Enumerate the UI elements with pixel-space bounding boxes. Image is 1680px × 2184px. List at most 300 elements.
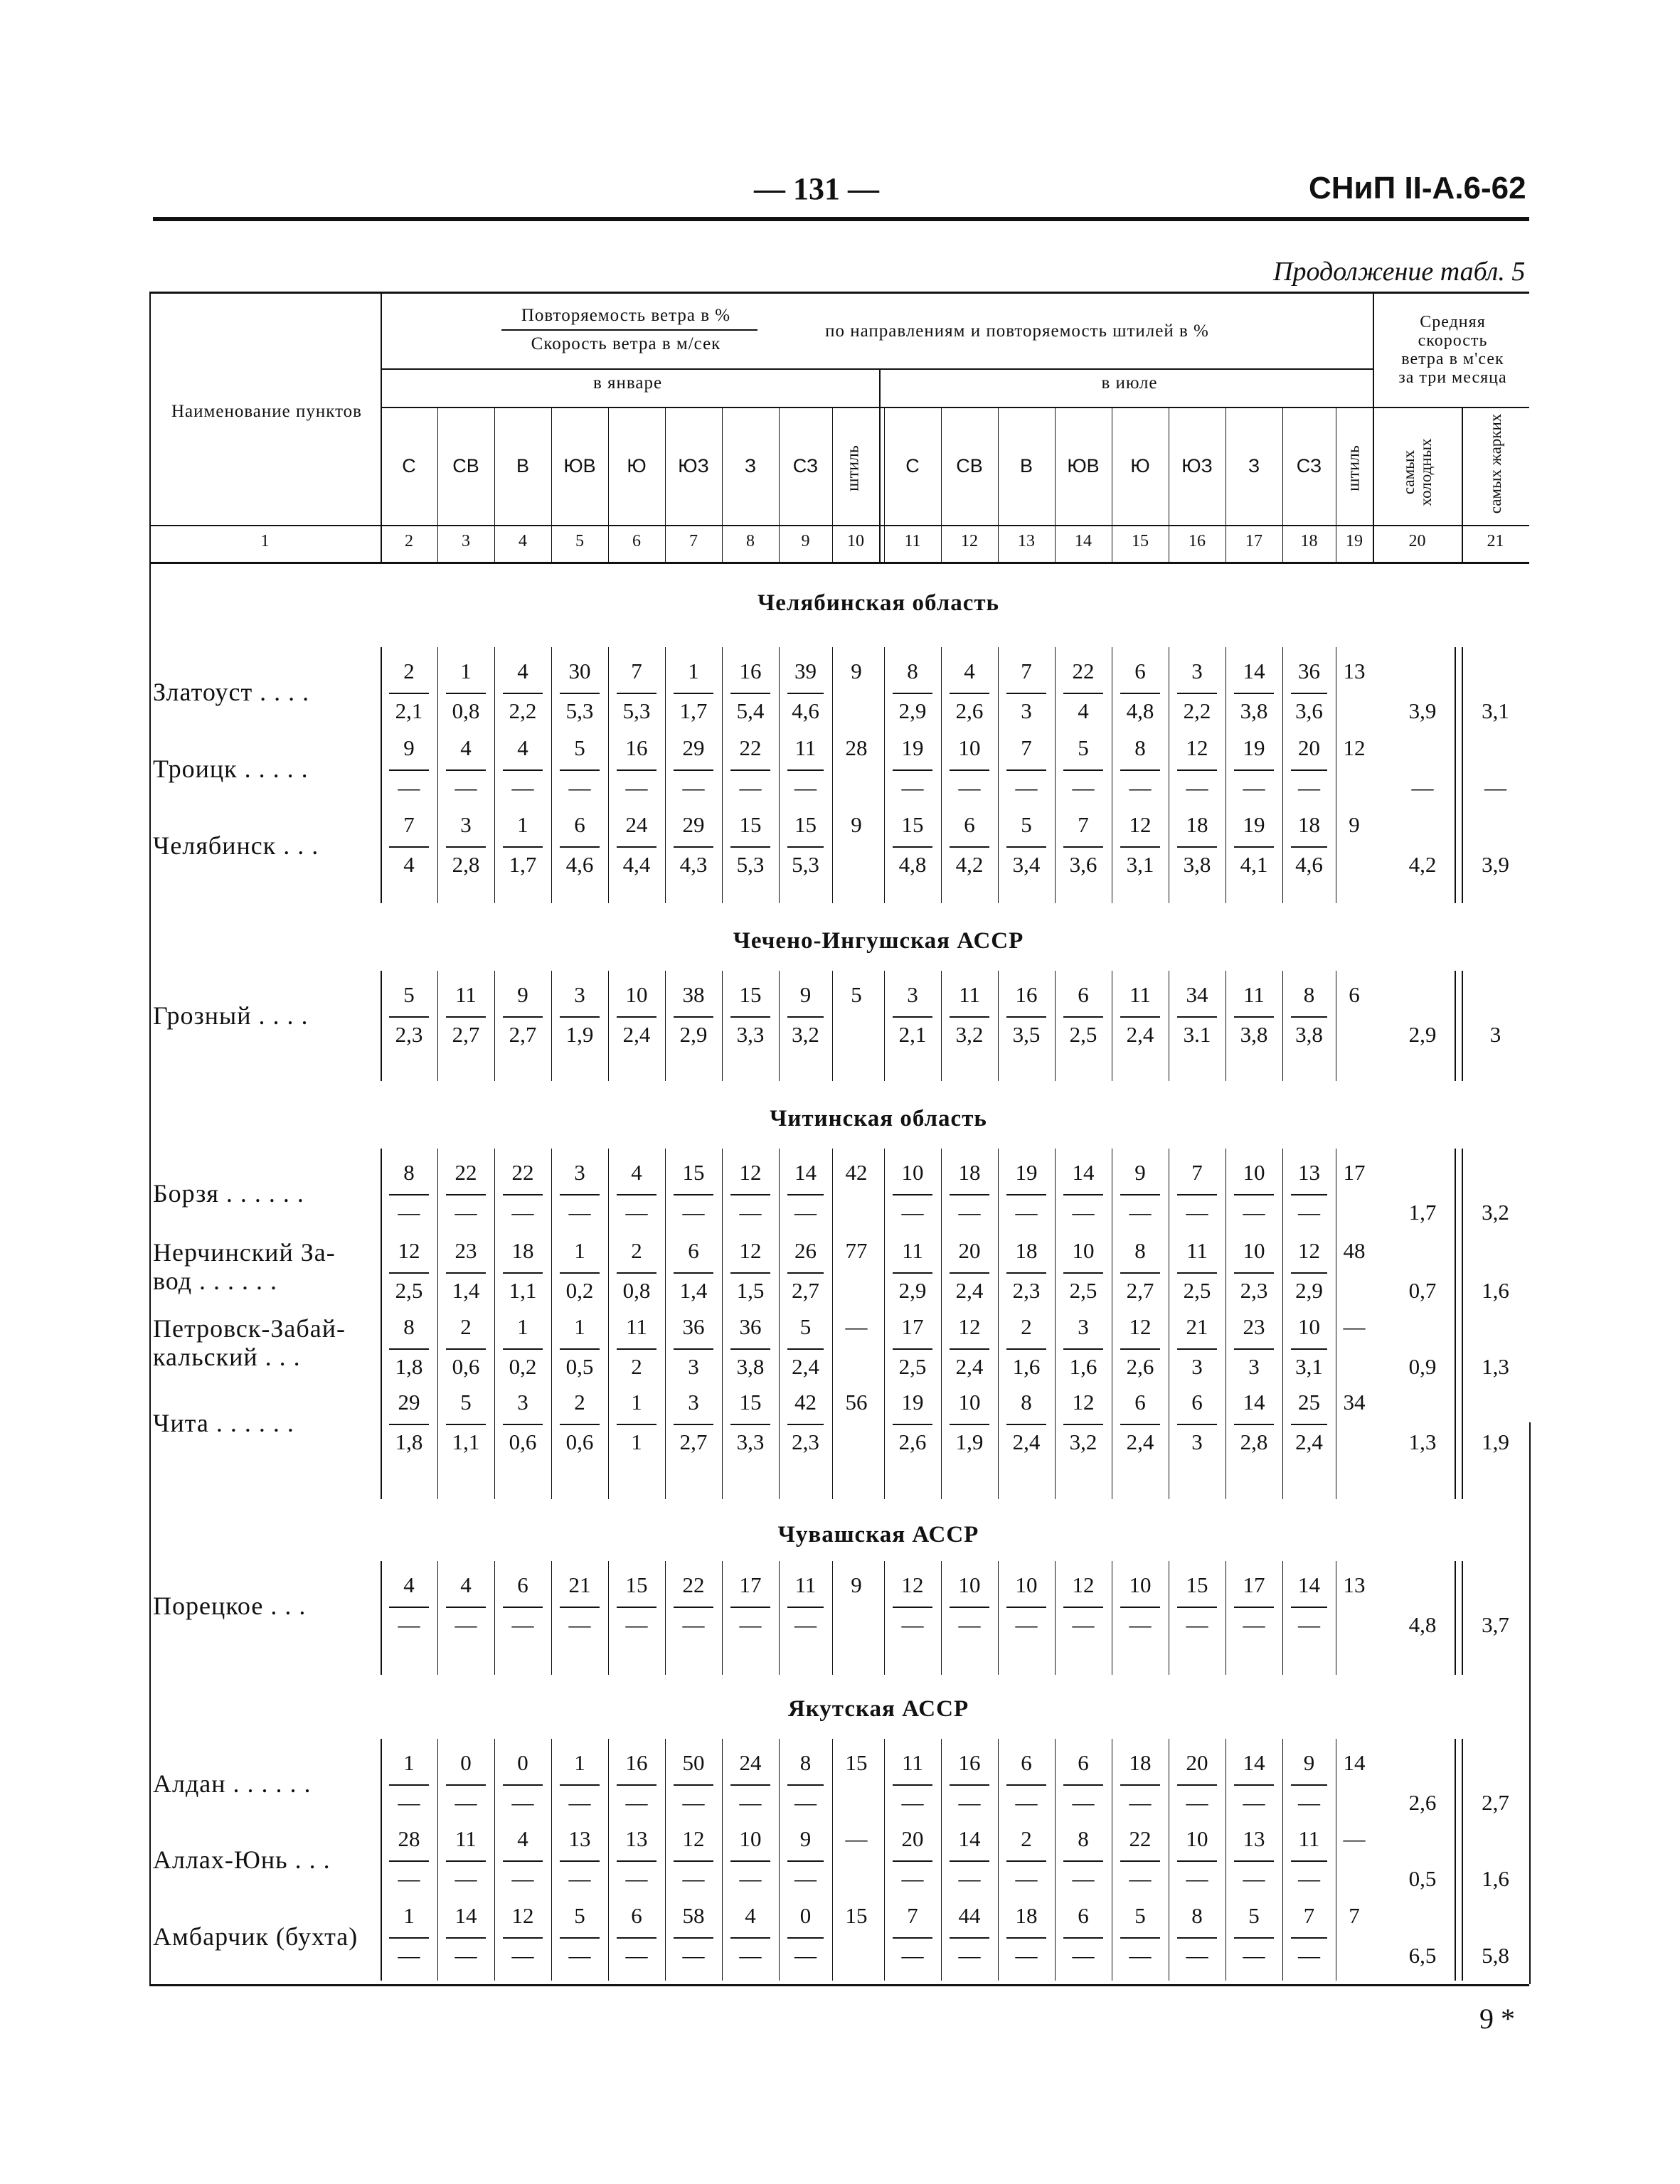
avg-coldest: 6,5 (1408, 1943, 1437, 1968)
fraction-bar (1120, 1016, 1160, 1018)
cell-top: 23 (1243, 1314, 1265, 1339)
station-name: Троицк . . . . . (153, 755, 309, 783)
fraction-bar (1291, 1348, 1327, 1350)
cell-bottom: 3,2 (1069, 1429, 1097, 1454)
cell-bottom: — (511, 1866, 534, 1891)
cell-bottom: — (1072, 1866, 1095, 1891)
jul-calm: 17 (1343, 1160, 1366, 1185)
cell-top: 0 (460, 1750, 472, 1775)
cell-top: 2 (1021, 1826, 1032, 1851)
fraction-bar (446, 1860, 486, 1862)
col-number: 20 (1408, 532, 1426, 550)
jan-calm: — (845, 1826, 868, 1851)
cell-bottom: — (1298, 1866, 1320, 1891)
cell-bottom: 3.1 (1183, 1022, 1211, 1047)
fraction-bar (893, 1016, 932, 1018)
fraction-bar (560, 1424, 600, 1425)
cell-bottom: — (454, 1866, 477, 1891)
fraction-bar (1177, 1937, 1217, 1939)
jul-calm: — (1343, 1314, 1366, 1339)
col-number: 10 (847, 532, 864, 550)
cell-bottom: 2,4 (955, 1278, 984, 1303)
fraction-bar (1120, 1937, 1160, 1939)
fraction-bar (787, 693, 824, 694)
fraction-bar (893, 1194, 932, 1195)
cell-bottom: — (794, 1790, 817, 1815)
fraction-bar (446, 846, 486, 848)
fraction-bar (730, 769, 770, 771)
fraction-bar (389, 1194, 429, 1195)
cell-bottom: 2,3 (792, 1429, 819, 1454)
cell-bottom: — (682, 1200, 705, 1225)
avg-coldest: 3,9 (1408, 698, 1437, 723)
cell-bottom: 2,7 (452, 1022, 480, 1047)
cell-top: 36 (1298, 659, 1320, 683)
fraction-bar (787, 769, 824, 771)
fraction-bar (1234, 1937, 1274, 1939)
fraction-bar (1063, 1937, 1103, 1939)
cell-bottom: — (739, 1612, 762, 1637)
cell-bottom: — (1186, 1612, 1208, 1637)
cell-top: 18 (1015, 1903, 1038, 1928)
cell-bottom: — (568, 1790, 591, 1815)
fraction-bar (560, 1860, 600, 1862)
cell-top: 11 (1298, 1826, 1320, 1851)
jan-calm: 9 (851, 659, 862, 683)
fraction-bar (1120, 1348, 1160, 1350)
cell-top: 10 (958, 1572, 981, 1597)
cell-bottom: — (901, 1790, 924, 1815)
cell-bottom: 1,4 (679, 1278, 708, 1303)
col-number: 17 (1245, 532, 1262, 550)
cell-top: 10 (1243, 1160, 1265, 1185)
continuation-note: Продолжение табл. 5 (1273, 257, 1526, 287)
cell-bottom: — (568, 775, 591, 800)
cell-bottom: — (739, 1790, 762, 1815)
january-header: в январе (592, 373, 663, 393)
avg-hottest: 1,3 (1482, 1354, 1509, 1379)
cell-top: 58 (682, 1903, 705, 1928)
cell-top: 7 (403, 812, 415, 837)
fraction-bar (560, 1272, 600, 1274)
cell-bottom: — (1015, 1612, 1038, 1637)
fraction-bar (893, 769, 932, 771)
cell-top: 7 (1021, 659, 1032, 683)
cell-bottom: 0,8 (452, 698, 480, 723)
cell-top: 6 (1134, 1390, 1146, 1415)
cell-bottom: 3,6 (1069, 852, 1097, 877)
fraction-bar (503, 1937, 543, 1939)
fraction-bar (1177, 1194, 1217, 1195)
cell-top: 28 (398, 1826, 420, 1851)
fraction-bar (389, 693, 429, 694)
cell-bottom: — (454, 1200, 477, 1225)
cell-top: 1 (403, 1903, 415, 1928)
cell-bottom: — (739, 1866, 762, 1891)
fraction-bar (446, 1424, 486, 1425)
cell-top: 7 (1303, 1903, 1315, 1928)
cell-top: 3 (574, 1160, 585, 1185)
cell-top: 17 (1243, 1572, 1265, 1597)
fraction-bar (503, 1607, 543, 1608)
name-col-header: Наименование пунктов (171, 402, 362, 421)
cell-bottom: — (958, 1612, 981, 1637)
cell-bottom: — (1243, 1866, 1265, 1891)
cell-bottom: 3,2 (955, 1022, 984, 1047)
col-number: 4 (519, 532, 527, 550)
cell-top: 19 (1015, 1160, 1038, 1185)
avg-speed-header: скорость (1418, 331, 1488, 350)
dir-label-jul: ЮВ (1067, 455, 1100, 476)
dir-label-jan: ЮЗ (678, 455, 709, 476)
fraction-bar (787, 1348, 824, 1350)
fraction-bar (1063, 1348, 1103, 1350)
fraction-bar (730, 1937, 770, 1939)
fraction-bar (1291, 693, 1327, 694)
fraction-bar (1177, 1016, 1217, 1018)
fraction-bar (893, 1272, 932, 1274)
cell-bottom: 2,4 (1295, 1429, 1323, 1454)
section-title: Чечено-Ингушская АССР (733, 928, 1024, 954)
avg-hottest: 1,6 (1482, 1866, 1509, 1891)
jan-calm: 56 (845, 1390, 868, 1415)
cell-bottom: — (1243, 1612, 1265, 1637)
avg-hottest: 3,9 (1482, 852, 1509, 877)
cell-bottom: 3,1 (1126, 852, 1154, 877)
fraction-bar (560, 1607, 600, 1608)
fraction-bar (950, 1016, 989, 1018)
cell-top: 14 (1072, 1160, 1095, 1185)
cell-top: 0 (517, 1750, 528, 1775)
cell-top: 18 (1298, 812, 1320, 837)
cell-bottom: — (682, 775, 705, 800)
cell-top: 2 (574, 1390, 585, 1415)
cell-top: 14 (1243, 1390, 1265, 1415)
cell-top: 12 (511, 1903, 534, 1928)
fraction-bar (1120, 846, 1160, 848)
cell-bottom: — (1072, 775, 1095, 800)
fraction-bar (1006, 1937, 1046, 1939)
station-name: Борзя . . . . . . (153, 1179, 304, 1208)
cell-bottom: — (1015, 1200, 1038, 1225)
top-rest: по направлениям и повторяемость штилей в % (825, 321, 1209, 341)
jul-calm: 12 (1343, 735, 1366, 760)
cell-top: 12 (1186, 735, 1208, 760)
cell-top: 1 (517, 812, 528, 837)
fraction-bar (560, 846, 600, 848)
fraction-bar (1120, 1424, 1160, 1425)
fraction-bar (1234, 1348, 1274, 1350)
avg-coldest: 2,9 (1408, 1022, 1437, 1047)
cell-bottom: — (625, 1866, 648, 1891)
col-number: 8 (746, 532, 755, 550)
jul-calm: 13 (1343, 1572, 1366, 1597)
cell-top: 6 (1078, 982, 1089, 1007)
fraction-bar (950, 769, 989, 771)
cell-top: 39 (794, 659, 817, 683)
fraction-bar (389, 1016, 429, 1018)
fraction-bar (1234, 1607, 1274, 1608)
cell-top: 12 (1129, 812, 1152, 837)
cell-top: 10 (901, 1160, 924, 1185)
cell-bottom: — (1072, 1790, 1095, 1815)
cell-bottom: 3,8 (1240, 698, 1268, 723)
cell-top: 1 (403, 1750, 415, 1775)
avg-hottest: 3,7 (1482, 1612, 1509, 1637)
cell-top: 14 (1243, 659, 1265, 683)
cell-bottom: 3 (1191, 1429, 1203, 1454)
cell-top: 10 (625, 982, 648, 1007)
cell-bottom: 3,1 (1295, 1354, 1323, 1379)
top-line2: Скорость ветра в м/сек (531, 334, 721, 353)
cell-bottom: — (398, 1612, 420, 1637)
fraction-bar (787, 1424, 824, 1425)
cell-top: 12 (1072, 1390, 1095, 1415)
fraction-bar (893, 693, 932, 694)
jan-calm: 15 (845, 1750, 868, 1775)
fraction-bar (1177, 1607, 1217, 1608)
avg-hottest: — (1484, 775, 1506, 800)
cell-bottom: 2,5 (1069, 1278, 1097, 1303)
fraction-bar (503, 1016, 543, 1018)
col-number: 7 (689, 532, 698, 550)
fraction-bar (1177, 769, 1217, 771)
cell-bottom: 2,8 (452, 852, 480, 877)
cell-top: 38 (682, 982, 705, 1007)
cell-bottom: — (1186, 775, 1208, 800)
cell-top: 50 (682, 1750, 705, 1775)
cell-top: 11 (455, 982, 477, 1007)
cell-top: 36 (682, 1314, 705, 1339)
fraction-bar (674, 1424, 713, 1425)
fraction-bar (446, 1272, 486, 1274)
fraction-bar (1063, 846, 1103, 848)
cell-top: 13 (568, 1826, 591, 1851)
cell-bottom: 1,9 (565, 1022, 594, 1047)
fraction-bar (674, 1348, 713, 1350)
fraction-bar (1006, 1194, 1046, 1195)
cell-bottom: 2,7 (509, 1022, 537, 1047)
avg-coldest: 1,7 (1408, 1200, 1437, 1225)
cell-top: 29 (682, 735, 705, 760)
cell-bottom: 4,8 (1126, 698, 1154, 723)
cell-top: 15 (739, 1390, 762, 1415)
jul-calm: 34 (1343, 1390, 1366, 1415)
cell-top: 1 (460, 659, 472, 683)
cell-bottom: — (794, 1866, 817, 1891)
cell-bottom: 5,4 (736, 698, 765, 723)
fraction-bar (503, 1424, 543, 1425)
avg-col-rule (1373, 292, 1374, 562)
cell-bottom: — (454, 1612, 477, 1637)
cell-top: 20 (958, 1238, 981, 1263)
cell-bottom: — (1186, 1200, 1208, 1225)
cell-top: 10 (1129, 1572, 1152, 1597)
fraction-bar (1120, 1607, 1160, 1608)
cell-top: 8 (907, 659, 918, 683)
cell-top: 6 (1078, 1903, 1089, 1928)
col-number: 15 (1132, 532, 1149, 550)
cell-bottom: 3,3 (736, 1429, 765, 1454)
cell-top: 22 (511, 1160, 534, 1185)
fraction-bar (730, 1348, 770, 1350)
cell-top: 3 (1191, 659, 1203, 683)
jul-calm: 7 (1349, 1903, 1360, 1928)
section-title: Чувашская АССР (777, 1522, 979, 1548)
cell-bottom: 2,9 (1295, 1278, 1323, 1303)
cell-bottom: — (568, 1612, 591, 1637)
cell-top: 2 (460, 1314, 472, 1339)
cell-bottom: 1,8 (395, 1429, 423, 1454)
cell-top: 15 (739, 982, 762, 1007)
fraction-bar (389, 1937, 429, 1939)
col-number: 19 (1346, 532, 1363, 550)
cell-top: 22 (1129, 1826, 1152, 1851)
cell-bottom: 1,9 (955, 1429, 984, 1454)
cell-bottom: 1,5 (736, 1278, 765, 1303)
cell-top: 17 (739, 1572, 762, 1597)
cell-bottom: 3,8 (1295, 1022, 1323, 1047)
fraction-bar (950, 1860, 989, 1862)
cell-top: 10 (958, 1390, 981, 1415)
cell-top: 3 (517, 1390, 528, 1415)
cell-top: 15 (625, 1572, 648, 1597)
fraction-bar (1234, 1194, 1274, 1195)
cell-bottom: 3 (1021, 698, 1032, 723)
cell-top: 8 (1078, 1826, 1089, 1851)
fraction-bar (1063, 1860, 1103, 1862)
cell-top: 4 (403, 1572, 415, 1597)
cell-bottom: 2,5 (395, 1278, 423, 1303)
cell-bottom: 2,5 (898, 1354, 927, 1379)
fraction-bar (1006, 1860, 1046, 1862)
cell-top: 8 (1134, 1238, 1146, 1263)
cell-bottom: 2,5 (1069, 1022, 1097, 1047)
cell-top: 14 (1298, 1572, 1320, 1597)
fraction-bar (950, 693, 989, 694)
cell-top: 20 (1186, 1750, 1208, 1775)
cell-bottom: 0,6 (452, 1354, 480, 1379)
dir-label-jan: З (744, 455, 757, 476)
fraction-bar (617, 1424, 656, 1425)
cell-bottom: — (568, 1943, 591, 1968)
dir-label-jan: В (516, 455, 529, 476)
cell-top: 12 (1298, 1238, 1320, 1263)
table-left-rule (149, 562, 151, 1984)
cell-bottom: — (739, 1943, 762, 1968)
fraction-bar (617, 1348, 656, 1350)
fraction-bar (787, 1784, 824, 1786)
cell-bottom: — (398, 775, 420, 800)
cell-top: 10 (1015, 1572, 1038, 1597)
cell-bottom: — (625, 775, 648, 800)
avg-hottest: 1,6 (1482, 1278, 1509, 1303)
cell-bottom: — (511, 1612, 534, 1637)
cell-top: 11 (1243, 982, 1265, 1007)
cell-bottom: 4,6 (565, 852, 594, 877)
fraction-bar (1177, 1272, 1217, 1274)
dir-label-jan: СЗ (792, 455, 819, 476)
fraction-bar (617, 1937, 656, 1939)
fraction-bar (446, 1784, 486, 1786)
cell-bottom: — (511, 1943, 534, 1968)
fraction-bar (389, 1348, 429, 1350)
dir-rule (381, 407, 1373, 408)
dir-label-jan: ЮВ (563, 455, 596, 476)
fraction-bar (503, 846, 543, 848)
station-name: Аллах-Юнь . . . (153, 1845, 331, 1874)
jan-calm: 9 (851, 812, 862, 837)
cell-top: 9 (1134, 1160, 1146, 1185)
cell-bottom: — (682, 1790, 705, 1815)
cell-top: 22 (1072, 659, 1095, 683)
table-right-rule (1529, 1422, 1531, 1984)
cell-top: 9 (403, 735, 415, 760)
cell-bottom: — (794, 1612, 817, 1637)
station-name: Златоуст . . . . (153, 678, 310, 706)
fraction-bar (560, 769, 600, 771)
cell-bottom: — (625, 1200, 648, 1225)
fraction-bar (674, 769, 713, 771)
fraction-bar (1063, 1016, 1103, 1018)
cell-bottom: — (1072, 1200, 1095, 1225)
fraction-bar (617, 1272, 656, 1274)
jan-calm: 5 (851, 982, 862, 1007)
cell-top: 14 (794, 1160, 817, 1185)
cell-top: 8 (1021, 1390, 1032, 1415)
fraction-bar (1006, 1348, 1046, 1350)
cell-top: 8 (403, 1160, 415, 1185)
fraction-bar (503, 693, 543, 694)
cell-top: 19 (1243, 735, 1265, 760)
cell-bottom: — (1072, 1943, 1095, 1968)
cell-top: 24 (625, 812, 648, 837)
jan-calm: 77 (845, 1238, 868, 1263)
cell-top: 20 (1298, 735, 1320, 760)
jul-calm: 14 (1343, 1750, 1366, 1775)
fraction-bar (1177, 846, 1217, 848)
cell-bottom: — (794, 1943, 817, 1968)
month-split-rule (879, 368, 881, 562)
cell-top: 18 (1129, 1750, 1152, 1775)
fraction-bar (1120, 1784, 1160, 1786)
fraction-bar (674, 693, 713, 694)
fraction-bar (950, 1937, 989, 1939)
avg-hottest: 3 (1489, 1022, 1501, 1047)
fraction-bar (950, 846, 989, 848)
fraction-bar (893, 846, 932, 848)
table-top-rule (149, 292, 1529, 294)
fraction-rule (501, 329, 757, 331)
fraction-bar (446, 1016, 486, 1018)
fraction-bar (730, 1784, 770, 1786)
fraction-bar (617, 1784, 656, 1786)
cell-bottom: — (568, 1200, 591, 1225)
fraction-bar (1063, 1607, 1103, 1608)
cell-bottom: 2,4 (1012, 1429, 1041, 1454)
fraction-bar (730, 1860, 770, 1862)
jan-calm: — (845, 1314, 868, 1339)
cell-top: 5 (1021, 812, 1032, 837)
cell-bottom: 2 (631, 1354, 642, 1379)
cell-top: 16 (958, 1750, 981, 1775)
fraction-bar (389, 1424, 429, 1425)
cell-top: 5 (799, 1314, 812, 1339)
fraction-bar (389, 1272, 429, 1274)
section-title: Читинская область (770, 1106, 987, 1131)
month-rule (381, 368, 1373, 370)
avg-sub-rule (1373, 407, 1529, 408)
